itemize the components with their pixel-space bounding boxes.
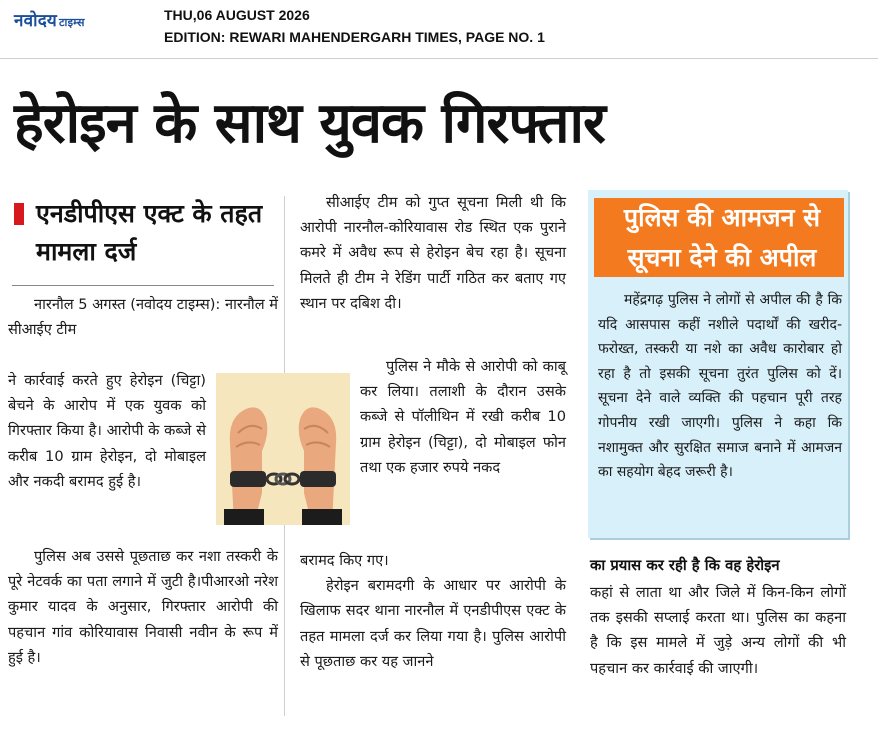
column1-para1-top: नारनौल 5 अगस्त (नवोदय टाइम्स): नारनौल में सीआईए टीम xyxy=(8,296,278,339)
logo-sub: टाइम्स xyxy=(58,16,85,29)
header-divider xyxy=(0,58,878,59)
column2-para2-end: बरामद किए गए। xyxy=(300,552,389,569)
logo-main: नवोदय xyxy=(14,11,57,31)
column3-lead: का प्रयास कर रही है कि वह हेरोइन xyxy=(590,557,780,574)
subheading-rule xyxy=(12,285,274,286)
handcuffs-icon xyxy=(216,373,350,525)
subheading-marker xyxy=(14,203,24,225)
column2-para1: सीआईए टीम को गुप्त सूचना मिली थी कि आरोपी नारनौल-कोरियावास रोड स्थित एक पुराने कमरे में अवैध रूप से हेरोइन बेच रहा है। सूचना मिलते ही टीम ने रेडिंग पार्टी गठित कर बताए गए स्थान पर दबिश दी। xyxy=(300,194,566,312)
column1-bottom-text xyxy=(8,544,278,670)
column2-wrap-text xyxy=(360,354,566,480)
column1-para1-wrap: ने कार्रवाई करते हुए हेरोइन (चिट्टा) बेचने के आरोप में एक युवक को गिरफ्तार किया है। आरोपी के कब्जे से करीब 10 ग्राम हेरोइन, दो मोबाइल और नकदी बरामद हुई है। xyxy=(8,372,206,490)
appeal-body-text: महेंद्रगढ़ पुलिस ने लोगों से अपील की है कि यदि आसपास कहीं नशीले पदार्थों की खरीद-फरोख्त, तस्करी या नशे का अवैध कारोबार हो रहा है तो इसकी सूचना तुरंत पुलिस को दें। सूचना देने वाले व्यक्ति की पहचान पूरी तरह गोपनीय रखी जाएगी। पुलिस ने कहा कि नशामुक्त और सुरक्षित समाज बनाने में आमजन का सहयोग बेहद जरूरी है। xyxy=(598,292,842,481)
column2-para2: पुलिस ने मौके से आरोपी को काबू कर लिया। तलाशी के दौरान उसके कब्जे से पॉलीथिन में रखी करीब 10 ग्राम हेरोइन (चिट्टा), दो मोबाइल फोन तथा एक हजार रुपये नकद xyxy=(360,358,566,476)
column2-top-text xyxy=(300,190,566,316)
column2-bottom-text xyxy=(300,548,566,674)
column3-body xyxy=(590,580,846,681)
column3-body-text: कहां से लाता था और जिले में किन-किन लोगों तक इसकी सप्लाई करता था। पुलिस का कहना है कि इस मामले में जुड़े अन्य लोगों की भी पहचान कर कार्रवाई की जाएगी। xyxy=(590,584,846,677)
column1-para2: पुलिस अब उससे पूछताछ कर नशा तस्करी के पूरे नेटवर्क का पता लगाने में जुटी है।पीआरओ नरेश कुमार यादव के अनुसार, गिरफ्तार आरोपी की पहचान गांव कोरियावास निवासी नवीन के रूप में हुई है। xyxy=(8,548,278,666)
appeal-body xyxy=(598,288,842,485)
handcuffed-hands-image xyxy=(216,373,350,525)
subheading: एनडीपीएस एक्ट के तहत मामला दर्ज xyxy=(36,199,263,266)
column2-para3: हेरोइन बरामदगी के आधार पर आरोपी के खिलाफ सदर थाना नारनौल में एनडीपीएस एक्ट के तहत मामला दर्ज कर लिया गया है। पुलिस आरोपी से पूछताछ कर यह जानने xyxy=(300,577,566,670)
column1-dateline xyxy=(8,292,278,342)
edition-date: THU,06 AUGUST 2026 xyxy=(164,7,310,23)
edition-info: EDITION: REWARI MAHENDERGARH TIMES, PAGE NO. 1 xyxy=(164,29,545,45)
main-headline: हेरोइन के साथ युवक गिरफ्तार xyxy=(14,91,605,156)
appeal-title: पुलिस की आमजन से सूचना देने की अपील xyxy=(623,203,821,272)
column1-wrap-text xyxy=(8,368,206,494)
newspaper-logo xyxy=(14,8,85,31)
